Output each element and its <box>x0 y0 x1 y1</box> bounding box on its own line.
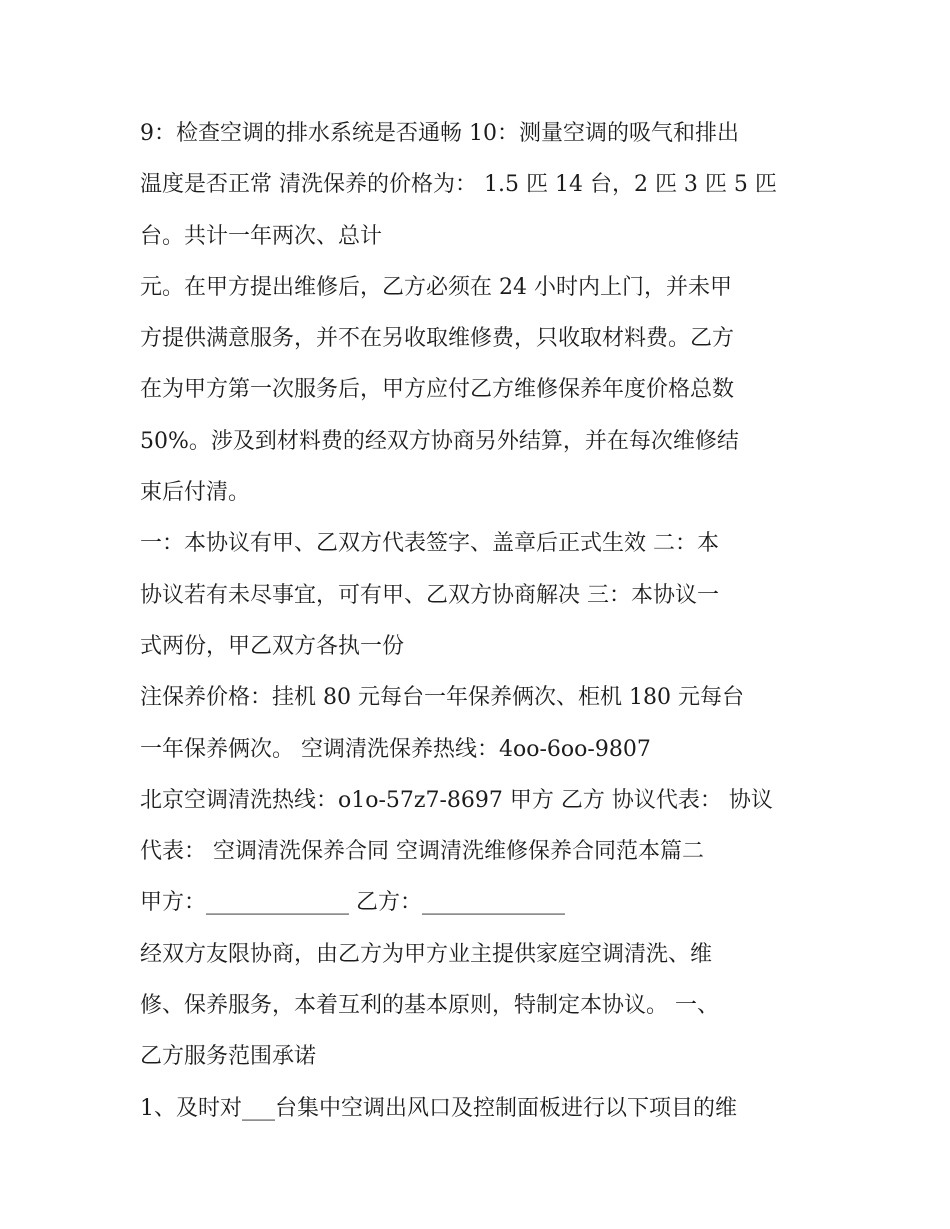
text-line: 代表： 空调清洗保养合同 空调清洗维修保养合同范本篇二 <box>140 839 704 865</box>
text-line: 温度是否正常 清洗保养的价格为： 1.5 匹 14 台，2 匹 3 匹 5 匹 <box>140 172 777 198</box>
text-line: 一：本协议有甲、乙双方代表签字、盖章后正式生效 二：本 <box>140 531 719 557</box>
text-line: 1、及时对___台集中空调出风口及控制面板进行以下项目的维 <box>140 1095 737 1121</box>
text-line: 元。在甲方提出维修后，乙方必须在 24 小时内上门，并未甲 <box>140 274 732 300</box>
text-line: 方提供满意服务，并不在另收取维修费，只收取材料费。乙方 <box>140 326 735 352</box>
text-line: 台。共计一年两次、总计 <box>140 223 383 249</box>
text-line: 乙方服务范围承诺 <box>140 1044 317 1070</box>
text-line: 协议若有未尽事宜，可有甲、乙双方协商解决 三：本协议一 <box>140 582 719 608</box>
text-line: 式两份，甲乙双方各执一份 <box>140 633 405 659</box>
text-line: 经双方友限协商，由乙方为甲方业主提供家庭空调清洗、维 <box>140 941 713 967</box>
text-line: 北京空调清洗热线：o1o-57z7-8697 甲方 乙方 协议代表： 协议 <box>140 787 773 813</box>
text-line: 注保养价格：挂机 80 元每台一年保养俩次、柜机 180 元每台 <box>140 685 744 711</box>
text-line: 一年保养俩次。 空调清洗保养热线：4oo-6oo-9807 <box>140 736 651 762</box>
text-line: 在为甲方第一次服务后，甲方应付乙方维修保养年度价格总数 <box>140 377 735 403</box>
document-body <box>140 108 820 1134</box>
text-line: 束后付清。 <box>140 480 251 506</box>
text-line: 甲方：_____________ 乙方：_____________ <box>140 890 565 916</box>
text-line: 50%。涉及到材料费的经双方协商另外结算，并在每次维修结 <box>140 428 739 454</box>
text-line: 9：检查空调的排水系统是否通畅 10：测量空调的吸气和排出 <box>140 121 739 146</box>
text-line: 修、保养服务，本着互利的基本原则，特制定本协议。 一、 <box>140 993 719 1019</box>
